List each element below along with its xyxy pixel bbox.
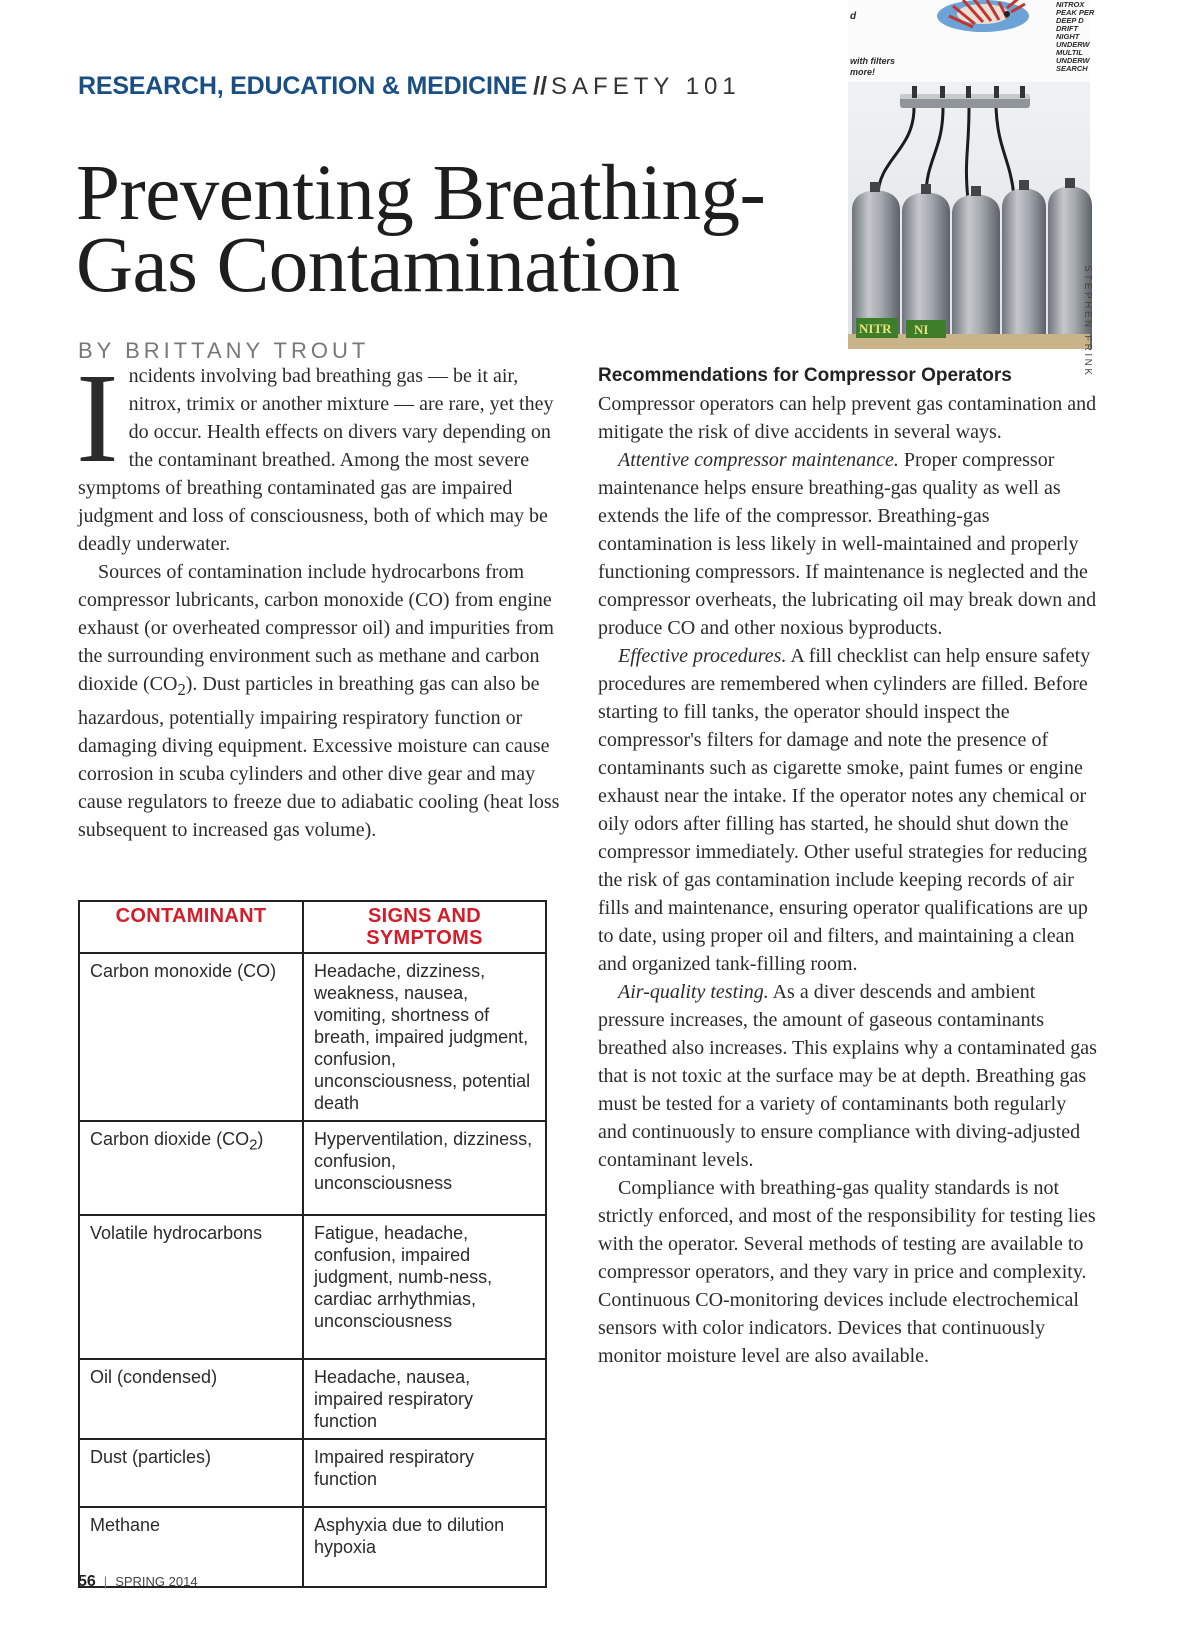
procedures-lead: Effective procedures. (618, 645, 787, 667)
svg-text:UNDERW: UNDERW (1056, 56, 1090, 65)
svg-text:UNDERW: UNDERW (1056, 40, 1090, 49)
table-row (79, 953, 546, 1121)
svg-text:d: d (850, 11, 857, 22)
byline: BY BRITTANY TROUT (78, 338, 370, 363)
maintenance-text: Proper compressor maintenance helps ensure breathing-gas quality as well as extends the life of the compressor. Breathing-gas contamination is less likely in well-maintained and properly functioning compressors. If maintenance is neglected and the compressor overheats, the lubricating oil may break down and produce CO and other noxious byproducts. (598, 449, 1097, 639)
sources-text-a: Sources of contamination include hydrocarbons from compressor lubricants, carbon monoxide (CO) from engine exhaust (or overheated compressor oil) and impurities from the surrounding environment such as methane and carbon dioxide (CO (78, 561, 554, 695)
svg-text:NIGHT: NIGHT (1056, 32, 1080, 41)
topic-label: SAFETY 101 (551, 73, 741, 100)
contaminant-cell: Methane (79, 1507, 303, 1587)
maintenance-paragraph (598, 446, 1098, 642)
svg-text:PEAK PER: PEAK PER (1056, 8, 1095, 17)
contaminant-text-end: ) (257, 1129, 264, 1149)
svg-text:with filters: with filters (850, 56, 896, 66)
right-column (598, 362, 1098, 1370)
intro-text: ncidents involving bad breathing gas — be it air, nitrox, trimix or another mixture — are rare, yet they do occur. Health effects on divers vary depending on the contaminant breathed. Among the most severe symptoms of breathing contaminated gas are impaired judgment and loss of consciousness, both of which may be deadly underwater. (78, 365, 554, 555)
page-footer (78, 1573, 198, 1591)
lionfish-mural (937, 0, 1029, 32)
maintenance-lead: Attentive compressor maintenance. (618, 449, 899, 471)
symptoms-cell: Fatigue, headache, confusion, impaired judgment, numb-ness, cardiac arrhythmias, unconsciousness (303, 1215, 546, 1359)
table-row (79, 1215, 546, 1359)
air-quality-lead: Air-quality testing. (618, 981, 769, 1003)
symptoms-cell: Impaired respiratory function (303, 1439, 546, 1507)
sources-paragraph (78, 558, 570, 844)
symptoms-cell: Asphyxia due to dilution hypoxia (303, 1507, 546, 1587)
svg-text:SEARCH: SEARCH (1056, 64, 1088, 73)
contaminant-cell (79, 1121, 303, 1215)
contaminant-cell: Oil (condensed) (79, 1359, 303, 1439)
svg-text:NITR: NITR (859, 321, 892, 336)
photo-credit: STEPHEN FRINK (1082, 265, 1093, 378)
article-title (76, 150, 856, 309)
table-header-row (79, 901, 546, 953)
header-contaminant: CONTAMINANT (79, 901, 303, 953)
table-row (79, 1439, 546, 1507)
co2-subscript: 2 (249, 1136, 258, 1154)
symptoms-cell: Hyperventilation, dizziness, confusion, unconsciousness (303, 1121, 546, 1215)
scuba-tanks-photo (848, 0, 1095, 349)
title-line-1: Preventing Breathing- (76, 150, 766, 237)
recommendations-intro: Compressor operators can help prevent gas contamination and mitigate the risk of dive accidents in several ways. (598, 393, 1097, 443)
procedures-text: A fill checklist can help ensure safety procedures are remembered when cylinders are filled. Before starting to fill tanks, the operator should inspect the compressor's filters for damage and note the presence of contaminants such as cigarette smoke, paint fumes or engine exhaust near the intake. If the operator notes any chemical or oily odors after filling has started, he should shut down the compressor immediately. Other useful strategies for reducing the risk of gas contamination include keeping records of air fills and maintenance, ensuring operator qualifications are up to date, using proper oil and filters, and maintaining a clean and organized tank-filling room. (598, 645, 1091, 975)
title-line-2: Gas Contamination (76, 222, 680, 309)
contaminant-cell: Carbon monoxide (CO) (79, 953, 303, 1121)
table-row (79, 1121, 546, 1215)
procedures-paragraph (598, 642, 1098, 978)
svg-text:more!: more! (850, 67, 876, 77)
symptoms-cell: Headache, nausea, impaired respiratory function (303, 1359, 546, 1439)
section-header (78, 72, 741, 101)
department-label: RESEARCH, EDUCATION & MEDICINE (78, 72, 528, 100)
air-quality-paragraph (598, 978, 1098, 1174)
sources-text-b: ). Dust particles in breathing gas can also be hazardous, potentially impairing respiratory function or damaging diving equipment. Excessive moisture can cause corrosion in scuba cylinders and other dive gear and may cause regulators to freeze due to adiabatic cooling (heat loss subsequent to increased gas volume). (78, 673, 560, 841)
symptoms-cell: Headache, dizziness, weakness, nausea, vomiting, shortness of breath, impaired judgment, confusion, unconsciousness, potential death (303, 953, 546, 1121)
section-subhead: Recommendations for Compressor Operators (598, 365, 1012, 386)
contaminant-cell: Dust (particles) (79, 1439, 303, 1507)
compliance-paragraph: Compliance with breathing-gas quality standards is not strictly enforced, and most of the responsibility for testing lies with the operator. Several methods of testing are available to compressor operators, and they vary in price and complexity. Continuous CO-monitoring devices include electrochemical sensors with color indicators. Devices that continuously monitor moisture level are also available. (598, 1177, 1096, 1367)
air-quality-text: As a diver descends and ambient pressure increases, the amount of gaseous contaminants breathed also increases. This explains why a contaminated gas that is not toxic at the surface may be at depth. Breathing gas must be tested for a variety of contaminants both regularly and continuously to ensure compliance with diving-adjusted contaminant levels. (598, 981, 1097, 1171)
contaminant-cell: Volatile hydrocarbons (79, 1215, 303, 1359)
svg-text:NITROX: NITROX (1056, 0, 1085, 9)
issue-label: SPRING 2014 (115, 1574, 198, 1589)
co2-subscript: 2 (177, 680, 186, 699)
drop-cap: I (76, 347, 119, 489)
header-symptoms: SIGNS AND SYMPTOMS (303, 901, 546, 953)
page-number: 56 (78, 1573, 96, 1590)
svg-text:DRIFT: DRIFT (1056, 24, 1079, 33)
contaminant-table (78, 900, 547, 1588)
contaminant-text: Carbon dioxide (CO (90, 1129, 250, 1149)
header-separator: // (533, 72, 548, 100)
svg-text:MULTIL: MULTIL (1056, 48, 1083, 57)
table-row (79, 1359, 546, 1439)
footer-separator: | (103, 1574, 108, 1589)
svg-text:DEEP D: DEEP D (1056, 16, 1084, 25)
svg-text:NI: NI (914, 322, 929, 337)
